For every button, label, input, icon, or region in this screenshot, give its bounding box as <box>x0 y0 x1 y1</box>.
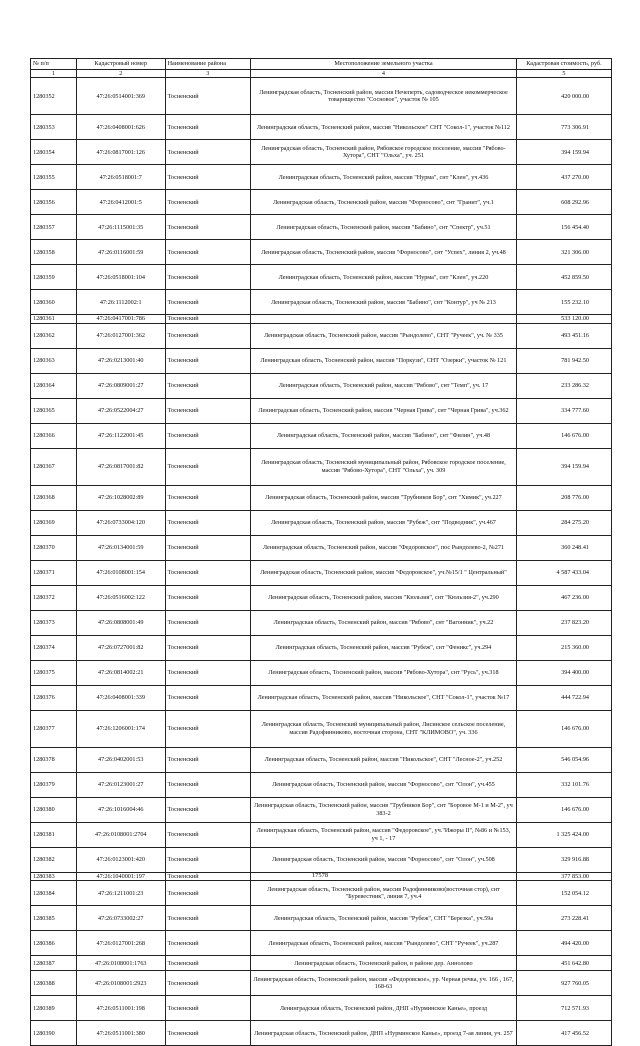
cadastral-value: 273 228.41 <box>516 906 611 931</box>
district-name: Тосненский <box>165 290 250 315</box>
parcel-location: Ленинградская область, Тосненский район, массив "Рындолево", СНТ "Ручеек", уч. № 335 <box>251 323 517 348</box>
table-row <box>31 215 612 240</box>
cadastral-number: 47:26:0412001:5 <box>76 190 165 215</box>
cadastral-value: 233 286.32 <box>516 373 611 398</box>
cadastral-value: 377 853.00 <box>516 872 611 880</box>
table-row <box>31 847 612 872</box>
cadastral-number: 47:26:0514001:369 <box>76 78 165 115</box>
row-number: 1280372 <box>31 585 77 610</box>
row-number: 1280389 <box>31 996 77 1021</box>
district-name: Тосненский <box>165 906 250 931</box>
cadastral-number: 47:26:0511001:198 <box>76 996 165 1021</box>
row-number: 1280357 <box>31 215 77 240</box>
cadastral-number: 47:26:0511001:380 <box>76 1021 165 1046</box>
cadastral-number: 47:26:1016004:46 <box>76 797 165 822</box>
row-number: 1280367 <box>31 448 77 485</box>
header-cadastral-number: Кадастровый номер <box>76 59 165 70</box>
cadastral-value: 321 306.00 <box>516 240 611 265</box>
header-number: № п/п <box>31 59 77 70</box>
table-row <box>31 140 612 165</box>
row-number: 1280371 <box>31 560 77 585</box>
parcel-location: Ленинградская область, Тосненский район, массив "Рябово", снт "Темп", уч. 17 <box>251 373 517 398</box>
district-name: Тосненский <box>165 115 250 140</box>
row-number: 1280390 <box>31 1021 77 1046</box>
cadastral-number: 47:26:0417001:786 <box>76 315 165 323</box>
row-number: 1280366 <box>31 423 77 448</box>
district-name: Тосненский <box>165 847 250 872</box>
row-number: 1280386 <box>31 931 77 956</box>
district-name: Тосненский <box>165 996 250 1021</box>
table-row <box>31 1021 612 1046</box>
district-name: Тосненский <box>165 971 250 996</box>
table-row <box>31 906 612 931</box>
district-name: Тосненский <box>165 265 250 290</box>
parcel-location: Ленинградская область, Тосненский район, массив "Форносово", снт "Олон", уч.455 <box>251 772 517 797</box>
table-row <box>31 190 612 215</box>
table-row <box>31 510 612 535</box>
parcel-location: Ленинградская область, Тосненский муниципальный район, Лисинское сельское поселение, массив Радофинниково, восточная сторона, СНТ "КЛИМОВО", уч. 336 <box>251 710 517 747</box>
cadastral-number: 47:26:0817001:82 <box>76 448 165 485</box>
column-index-row <box>31 70 612 78</box>
cadastral-value: 773 306.91 <box>516 115 611 140</box>
row-number: 1280370 <box>31 535 77 560</box>
cadastral-value: 394 400.00 <box>516 660 611 685</box>
table-row <box>31 348 612 373</box>
district-name: Тосненский <box>165 423 250 448</box>
table-row <box>31 535 612 560</box>
cadastral-value: 781 942.50 <box>516 348 611 373</box>
row-number: 1280356 <box>31 190 77 215</box>
table-row <box>31 398 612 423</box>
table-row <box>31 240 612 265</box>
cadastral-value: 329 916.88 <box>516 847 611 872</box>
cadastral-value: 237 823.20 <box>516 610 611 635</box>
parcel-location: Ленинградская область, Тосненский район, массив "Бабино", снт "Спектр", уч.51 <box>251 215 517 240</box>
table-row <box>31 971 612 996</box>
parcel-location: Ленинградская область, Тосненский район, массив "Бабино", снт "Контур", уч № 213 <box>251 290 517 315</box>
cadastral-number: 47:26:1206001:174 <box>76 710 165 747</box>
cadastral-value: 451 642.80 <box>516 956 611 971</box>
cadastral-number: 47:26:0727001:82 <box>76 635 165 660</box>
parcel-location: Ленинградская область, Тосненский район, массив "Рындолево", СНТ "Ручеек", уч.287 <box>251 931 517 956</box>
parcel-location <box>251 315 517 323</box>
row-number: 1280353 <box>31 115 77 140</box>
table-row <box>31 115 612 140</box>
cadastral-value: 452 859.50 <box>516 265 611 290</box>
cadastral-value: 146 676.00 <box>516 423 611 448</box>
header-district: Наименование района <box>165 59 250 70</box>
cadastral-value: 4 587 433.04 <box>516 560 611 585</box>
cadastral-number: 47:26:1115001:35 <box>76 215 165 240</box>
parcel-location: Ленинградская область, Тосненский район, массив Радофинниково(восточная стор), снт "Буревестник", линия 7, уч.4 <box>251 881 517 906</box>
table-row <box>31 265 612 290</box>
parcel-location: Ленинградская область, Тосненский район, массив "Черная Грива", снт "Черная Грива", уч.362 <box>251 398 517 423</box>
column-index: 1 <box>31 70 77 78</box>
parcel-location: Ленинградская область, Тосненский район, массив "Трубников Бор", снт "Химик", уч.227 <box>251 485 517 510</box>
cadastral-value: 608 292.96 <box>516 190 611 215</box>
cadastral-number: 47:26:0108001:2923 <box>76 971 165 996</box>
table-row <box>31 956 612 971</box>
row-number: 1280380 <box>31 797 77 822</box>
district-name: Тосненский <box>165 215 250 240</box>
row-number: 1280365 <box>31 398 77 423</box>
cadastral-number: 47:26:0817001:126 <box>76 140 165 165</box>
table-row <box>31 772 612 797</box>
cadastral-number: 47:26:0108001:2704 <box>76 822 165 847</box>
parcel-location: Ленинградская область, Тосненский район, массив "Поркузи", СНТ "Озерки", участок № 121 <box>251 348 517 373</box>
cadastral-value: 208 776.00 <box>516 485 611 510</box>
cadastral-value: 332 101.76 <box>516 772 611 797</box>
column-index: 2 <box>76 70 165 78</box>
parcel-location: Ленинградская область, Тосненский район, массив "Форносово", снт "Успех", линия 2, уч.48 <box>251 240 517 265</box>
cadastral-value: 493 451.16 <box>516 323 611 348</box>
district-name: Тосненский <box>165 747 250 772</box>
district-name: Тосненский <box>165 240 250 265</box>
cadastral-value: 156 454.40 <box>516 215 611 240</box>
table-row <box>31 423 612 448</box>
cadastral-number: 47:26:0733002:27 <box>76 906 165 931</box>
cadastral-value: 360 248.41 <box>516 535 611 560</box>
header-cadastral-value: Кадастровая стоимость, руб. <box>516 59 611 70</box>
parcel-location: Ленинградская область, Тосненский район, массив "Федоровское", уч.№15/1 " Центральный" <box>251 560 517 585</box>
table-row <box>31 585 612 610</box>
cadastral-value: 420 000.00 <box>516 78 611 115</box>
district-name: Тосненский <box>165 931 250 956</box>
cadastral-number: 47:26:1028002:89 <box>76 485 165 510</box>
table-row <box>31 290 612 315</box>
cadastral-value: 444 722.94 <box>516 685 611 710</box>
district-name: Тосненский <box>165 956 250 971</box>
cadastral-value: 927 760.05 <box>516 971 611 996</box>
cadastral-value: 215 360.00 <box>516 635 611 660</box>
parcel-location: Ленинградская область, Тосненский район, массив "Трубников Бор", снт "Боровое М-1 и М-2", уч 383-2 <box>251 797 517 822</box>
cadastral-number: 47:26:0127001:362 <box>76 323 165 348</box>
cadastral-value: 494 420.00 <box>516 931 611 956</box>
district-name: Тосненский <box>165 448 250 485</box>
row-number: 1280385 <box>31 906 77 931</box>
cadastral-number: 47:26:1211001:23 <box>76 881 165 906</box>
district-name: Тосненский <box>165 315 250 323</box>
cadastral-number: 47:26:0516002:122 <box>76 585 165 610</box>
cadastral-number: 47:26:0402001:53 <box>76 747 165 772</box>
parcel-location: Ленинградская область, Тосненский район, массив "Нурма", снт "Клен", уч.220 <box>251 265 517 290</box>
cadastral-value: 467 236.00 <box>516 585 611 610</box>
district-name: Тосненский <box>165 685 250 710</box>
parcel-location: Ленинградская область, Тосненский муниципальный район, Рябовское городское поселение, массив "Рябово-Хутора", СНТ "Ольха", уч. 309 <box>251 448 517 485</box>
district-name: Тосненский <box>165 610 250 635</box>
parcel-location: Ленинградская область, Тосненский район, ДНП «Нурминское Канье», проезд 7-ая линия, уч. 257 <box>251 1021 517 1046</box>
row-number: 1280381 <box>31 822 77 847</box>
table-row <box>31 323 612 348</box>
cadastral-value: 417 456.52 <box>516 1021 611 1046</box>
cadastral-number: 47:26:1122001:45 <box>76 423 165 448</box>
row-number: 1280374 <box>31 635 77 660</box>
parcel-location: Ленинградская область, Тосненский район, массив "Никольское", СНТ "Сокол-1", участок №17 <box>251 685 517 710</box>
row-number: 1280373 <box>31 610 77 635</box>
row-number: 1280369 <box>31 510 77 535</box>
cadastral-number: 47:26:0814002:21 <box>76 660 165 685</box>
district-name: Тосненский <box>165 660 250 685</box>
row-number: 1280377 <box>31 710 77 747</box>
table-row <box>31 635 612 660</box>
district-name: Тосненский <box>165 560 250 585</box>
row-number: 1280355 <box>31 165 77 190</box>
row-number: 1280360 <box>31 290 77 315</box>
page-number: 17578 <box>311 872 329 879</box>
cadastral-number: 47:26:0108001:1763 <box>76 956 165 971</box>
cadastral-value: 394 159.94 <box>516 140 611 165</box>
row-number: 1280383 <box>31 872 77 880</box>
district-name: Тосненский <box>165 348 250 373</box>
row-number: 1280368 <box>31 485 77 510</box>
column-index: 3 <box>165 70 250 78</box>
parcel-location: Ленинградская область, Тосненский район, массив "Никольское" СНТ "Сокол-1", участок №112 <box>251 115 517 140</box>
row-number: 1280387 <box>31 956 77 971</box>
district-name: Тосненский <box>165 373 250 398</box>
parcel-location: Ленинградская область, Тосненский район, Рябовское городское поселение, массив "Рябово-Хутора", СНТ "Ольха", уч. 251 <box>251 140 517 165</box>
row-number: 1280382 <box>31 847 77 872</box>
cadastral-value: 712 571.93 <box>516 996 611 1021</box>
district-name: Тосненский <box>165 585 250 610</box>
parcel-location: Ленинградская область, Тосненский район, в районе дер. Аннолово <box>251 956 517 971</box>
district-name: Тосненский <box>165 323 250 348</box>
parcel-location: Ленинградская область, Тосненский район, массив "Федоровское", пос Рындолево-2, №271 <box>251 535 517 560</box>
cadastral-number: 47:26:0134001:59 <box>76 535 165 560</box>
cadastral-value: 533 120.00 <box>516 315 611 323</box>
district-name: Тосненский <box>165 398 250 423</box>
cadastral-value: 1 325 424.00 <box>516 822 611 847</box>
district-name: Тосненский <box>165 510 250 535</box>
row-number: 1280384 <box>31 881 77 906</box>
parcel-location: Ленинградская область, Тосненский район, массив "Форносово", снт "Олон", уч.508 <box>251 847 517 872</box>
cadastral-value: 334 777.60 <box>516 398 611 423</box>
district-name: Тосненский <box>165 165 250 190</box>
cadastral-value: 146 676.00 <box>516 797 611 822</box>
table-row <box>31 881 612 906</box>
row-number: 1280354 <box>31 140 77 165</box>
table-body <box>31 78 612 1046</box>
row-number: 1280361 <box>31 315 77 323</box>
parcel-location: Ленинградская область, Тосненский район, массив "Рубеж", снт "Феникс", уч.294 <box>251 635 517 660</box>
parcel-location: Ленинградская область, Тосненский район, массив "Кюльзия", снт "Кюльзия-2", уч.290 <box>251 585 517 610</box>
cadastral-number: 47:26:1112002:1 <box>76 290 165 315</box>
row-number: 1280375 <box>31 660 77 685</box>
header-location: Местоположение земельного участка <box>251 59 517 70</box>
table-header-row <box>31 59 612 70</box>
cadastral-number: 47:26:0518001:7 <box>76 165 165 190</box>
table-row <box>31 710 612 747</box>
cadastral-number: 47:26:0127001:268 <box>76 931 165 956</box>
cadastral-number: 47:26:0808001:49 <box>76 610 165 635</box>
cadastral-value-table <box>30 58 612 1046</box>
table-row <box>31 797 612 822</box>
district-name: Тосненский <box>165 535 250 560</box>
table-row <box>31 78 612 115</box>
parcel-location: Ленинградская область, Тосненский район, массив "Рябово-Хутора", снт "Русь", уч.318 <box>251 660 517 685</box>
cadastral-number: 47:26:0116001:59 <box>76 240 165 265</box>
cadastral-number: 47:26:0123001:420 <box>76 847 165 872</box>
parcel-location: Ленинградская область, Тосненский район, массив "Никольское", СНТ "Лесное-2", уч.252 <box>251 747 517 772</box>
cadastral-number: 47:26:0213001:40 <box>76 348 165 373</box>
parcel-location: Ленинградская область, Тосненский район, массив "Нурма", снт "Клен", уч.436 <box>251 165 517 190</box>
parcel-location: Ленинградская область, Тосненский район, массив "Рубеж", снт "Подводник", уч.467 <box>251 510 517 535</box>
district-name: Тосненский <box>165 881 250 906</box>
parcel-location: Ленинградская область, Тосненский район, массив «Федоровское», ур. Черная речка, уч. 166 , 167, 168-63 <box>251 971 517 996</box>
table-row <box>31 660 612 685</box>
parcel-location: Ленинградская область, Тосненский район, массив Нечеперть, садоводческое некоммерческое товарищество "Сосновое", участок № 105 <box>251 78 517 115</box>
row-number: 1280362 <box>31 323 77 348</box>
parcel-location: Ленинградская область, Тосненский район, массив "Бабино", снт "Филин", уч.48 <box>251 423 517 448</box>
cadastral-number: 47:26:0522004:27 <box>76 398 165 423</box>
table-row <box>31 996 612 1021</box>
district-name: Тосненский <box>165 635 250 660</box>
cadastral-value: 284 275.20 <box>516 510 611 535</box>
column-index: 5 <box>516 70 611 78</box>
row-number: 1280359 <box>31 265 77 290</box>
cadastral-number: 47:26:0408001:626 <box>76 115 165 140</box>
parcel-location: Ленинградская область, Тосненский район, массив "Форносово", снт "Гранит", уч.1 <box>251 190 517 215</box>
parcel-location: Ленинградская область, Тосненский район, ДНП «Нурминское Канье», проезд <box>251 996 517 1021</box>
table-row <box>31 931 612 956</box>
cadastral-number: 47:26:0108001:154 <box>76 560 165 585</box>
district-name: Тосненский <box>165 78 250 115</box>
row-number: 1280352 <box>31 78 77 115</box>
district-name: Тосненский <box>165 1021 250 1046</box>
district-name: Тосненский <box>165 140 250 165</box>
table-row <box>31 448 612 485</box>
table-row <box>31 747 612 772</box>
cadastral-value: 546 054.96 <box>516 747 611 772</box>
parcel-location: Ленинградская область, Тосненский район, массив "Рубеж", СНТ "Березка", уч.59а <box>251 906 517 931</box>
table-row <box>31 610 612 635</box>
cadastral-number: 47:26:0123001:27 <box>76 772 165 797</box>
cadastral-value: 437 270.00 <box>516 165 611 190</box>
district-name: Тосненский <box>165 710 250 747</box>
cadastral-number: 47:26:0809001:27 <box>76 373 165 398</box>
cadastral-number: 47:26:1040001:197 <box>76 872 165 880</box>
district-name: Тосненский <box>165 872 250 880</box>
table-row <box>31 373 612 398</box>
cadastral-number: 47:26:0733004:120 <box>76 510 165 535</box>
table-row <box>31 485 612 510</box>
row-number: 1280388 <box>31 971 77 996</box>
row-number: 1280358 <box>31 240 77 265</box>
row-number: 1280376 <box>31 685 77 710</box>
table-row <box>31 685 612 710</box>
table-row <box>31 315 612 323</box>
cadastral-value: 146 676.00 <box>516 710 611 747</box>
cadastral-value: 152 054.12 <box>516 881 611 906</box>
district-name: Тосненский <box>165 797 250 822</box>
row-number: 1280379 <box>31 772 77 797</box>
district-name: Тосненский <box>165 485 250 510</box>
column-index: 4 <box>251 70 517 78</box>
cadastral-number: 47:26:0518001:104 <box>76 265 165 290</box>
row-number: 1280364 <box>31 373 77 398</box>
district-name: Тосненский <box>165 772 250 797</box>
table-row <box>31 165 612 190</box>
cadastral-value: 394 159.94 <box>516 448 611 485</box>
cadastral-number: 47:26:0408001:339 <box>76 685 165 710</box>
district-name: Тосненский <box>165 822 250 847</box>
row-number: 1280363 <box>31 348 77 373</box>
document-sheet <box>30 58 612 1046</box>
district-name: Тосненский <box>165 190 250 215</box>
table-row <box>31 822 612 847</box>
table-row <box>31 560 612 585</box>
cadastral-value: 155 232.10 <box>516 290 611 315</box>
row-number: 1280378 <box>31 747 77 772</box>
parcel-location: Ленинградская область, Тосненский район, массив "Рябово", снт "Вагонник", уч.22 <box>251 610 517 635</box>
parcel-location: Ленинградская область, Тосненский район, массив "Федоровское", уч."Ижоры II", №86 и №153, уч 1, - 17 <box>251 822 517 847</box>
